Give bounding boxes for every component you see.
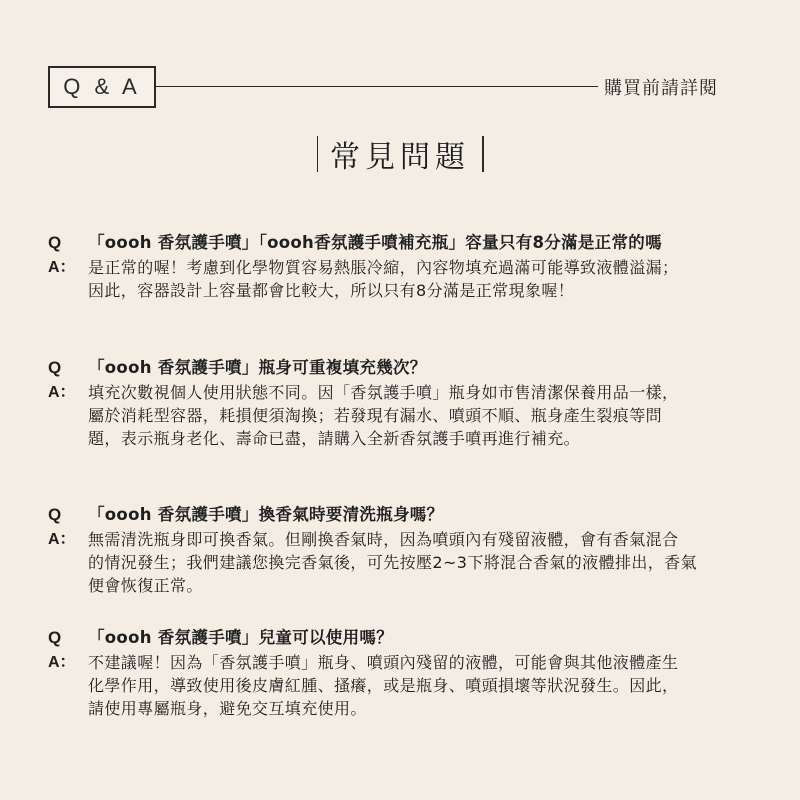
answer-line: 題，表示瓶身老化、壽命已盡，請購入全新香氛護手噴再進行補充。 (88, 429, 581, 448)
answer-marker: A： (48, 531, 76, 548)
answer-line: 填充次數視個人使用狀態不同。因「香氛護手噴」瓶身如市售清潔保養用品一樣， (88, 383, 679, 402)
answer-line: 請使用專屬瓶身，避免交互填充使用。 (88, 699, 367, 718)
faq-item-3 (48, 502, 758, 597)
read-before-purchase-notice: 購買前請詳閱 (604, 78, 718, 99)
answer-row (48, 528, 758, 597)
answer-line: 化學作用，導致使用後皮膚紅腫、搔癢，或是瓶身、噴頭損壞等狀況發生。因此， (88, 676, 679, 695)
qa-badge: Q & A (48, 66, 156, 108)
page-title: 常見問題 (330, 140, 470, 175)
question-text: 「oooh 香氛護手噴」瓶身可重複填充幾次？ (88, 358, 427, 377)
question-text: 「oooh 香氛護手噴」換香氣時要清洗瓶身嗎？ (88, 505, 444, 524)
question-row (48, 625, 758, 651)
question-row (48, 355, 758, 381)
faq-item-1 (48, 230, 758, 302)
answer-marker: A： (48, 259, 76, 276)
answer-line: 的情況發生；我們建議您換完香氣後，可先按壓2~3下將混合香氣的液體排出，香氣 (88, 553, 697, 572)
answer-row (48, 256, 758, 302)
answer-row (48, 381, 758, 450)
question-row (48, 230, 758, 256)
answer-line: 屬於消耗型容器，耗損便須淘換；若發現有漏水、噴頭不順、瓶身產生裂痕等問 (88, 406, 663, 425)
answer-marker: A： (48, 384, 76, 401)
question-marker: Q (48, 358, 62, 377)
answer-line: 不建議喔！因為「香氛護手噴」瓶身、噴頭內殘留的液體，可能會與其他液體產生 (88, 653, 679, 672)
answer-marker: A： (48, 654, 76, 671)
question-marker: Q (48, 233, 62, 252)
faq-item-4 (48, 625, 758, 720)
answer-line: 便會恢復正常。 (88, 576, 203, 595)
answer-text (88, 651, 678, 720)
question-row (48, 502, 758, 528)
answer-line: 因此，容器設計上容量都會比較大，所以只有8分滿是正常現象喔！ (88, 281, 575, 300)
answer-row (48, 651, 758, 720)
question-text: 「oooh 香氛護手噴」「oooh香氛護手噴補充瓶」容量只有8分滿是正常的嗎 (88, 233, 662, 252)
answer-line: 無需清洗瓶身即可換香氣。但剛換香氣時，因為噴頭內有殘留液體，會有香氣混合 (88, 530, 679, 549)
question-marker: Q (48, 505, 62, 524)
title-block (0, 132, 800, 176)
answer-line: 是正常的喔！考慮到化學物質容易熱脹冷縮，內容物填充過滿可能導致液體溢漏； (88, 258, 679, 277)
question-marker: Q (48, 628, 62, 647)
question-text: 「oooh 香氛護手噴」兒童可以使用嗎？ (88, 628, 393, 647)
header-divider (156, 86, 598, 87)
faq-item-2 (48, 355, 758, 450)
title-right-bar (482, 136, 484, 172)
answer-text (88, 528, 697, 597)
answer-text (88, 256, 678, 302)
answer-text (88, 381, 678, 450)
